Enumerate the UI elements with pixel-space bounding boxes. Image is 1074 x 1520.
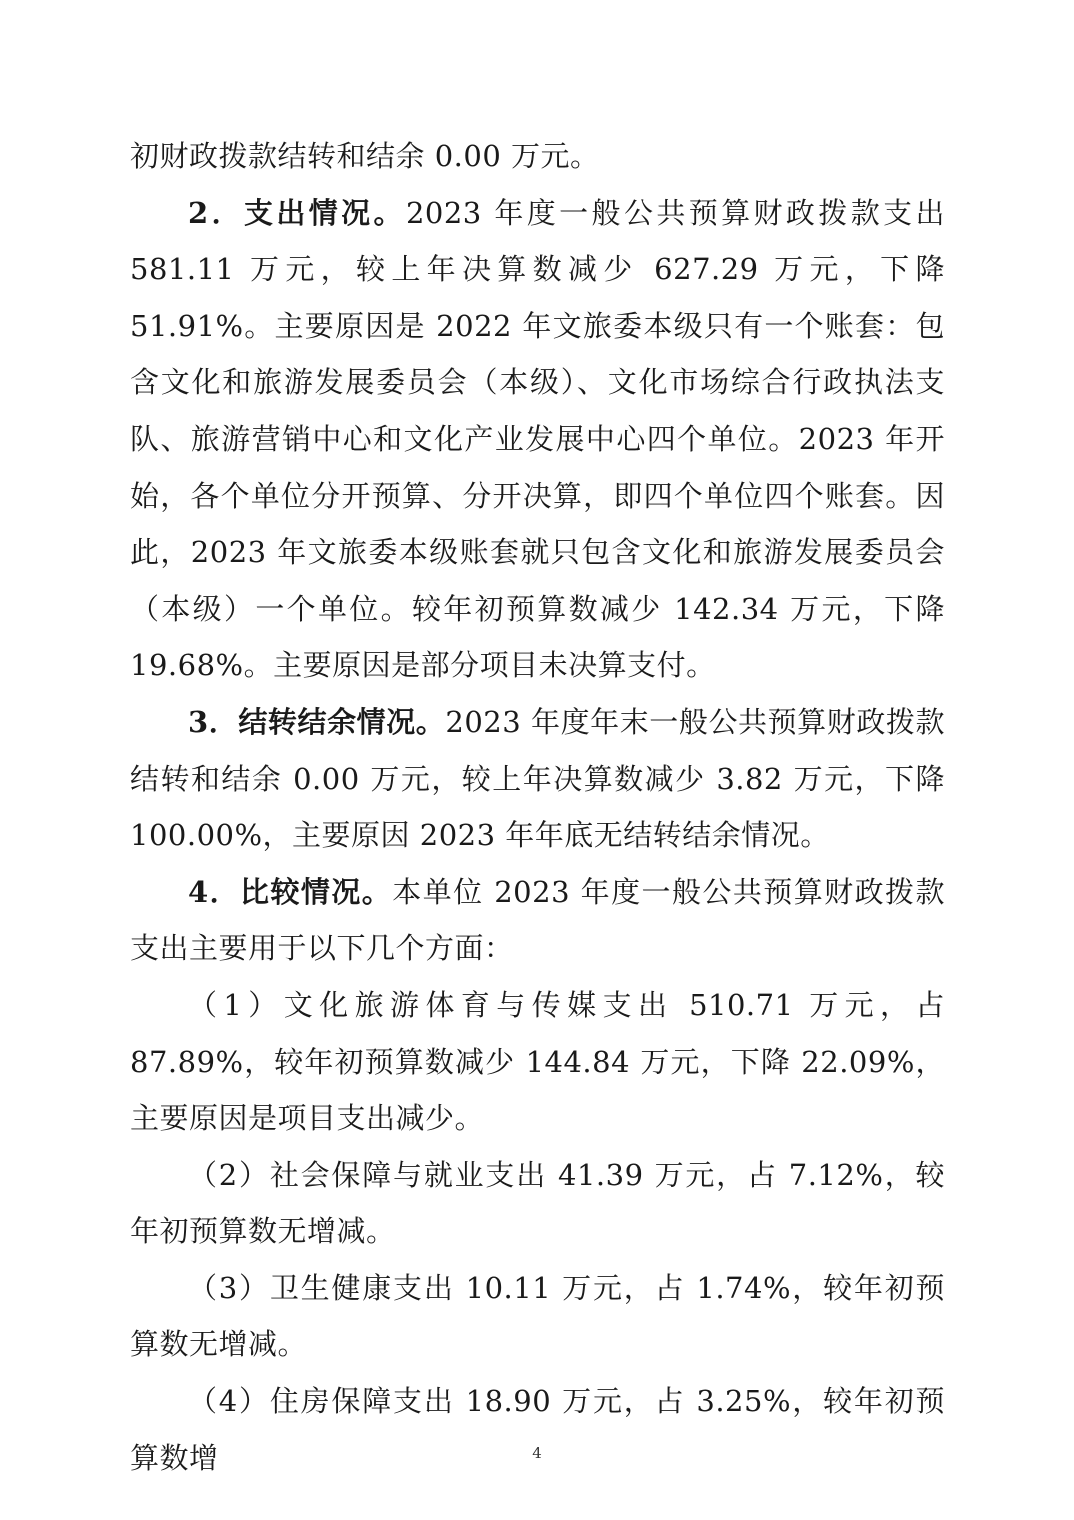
paragraph-item-health: [130, 1260, 945, 1373]
paragraph-text: 2023 年度一般公共预算财政拨款支出 581.11 万元，较上年决算数减少 627.29 万元，下降 51.91%。主要原因是 2022 年文旅委本级只有一个账套：包含文化和旅游发展委员会（本级）、文化市场综合行政执法支队、旅游营销中心和文化产业发展中心四个单位。2023 年开始，各个单位分开预算、分开决算，即四个单位四个账套。因此，2023 年文旅委本级账套就只包含文化和旅游发展委员会（本级）一个单位。较年初预算数减少 142.34 万元，下降 19.68%。主要原因是部分项目未决算支付。: [130, 195, 945, 683]
paragraph-text: 本单位 2023 年度一般公共预算财政拨款支出主要用于以下几个方面：: [130, 874, 945, 966]
section-heading: 4．比较情况。: [188, 874, 393, 909]
section-heading: 2．支出情况。: [188, 195, 406, 230]
paragraph-text: （1）文化旅游体育与传媒支出 510.71 万元，占 87.89%，较年初预算数减少 144.84 万元，下降 22.09%，主要原因是项目支出减少。: [130, 987, 945, 1136]
paragraph-text: （2）社会保障与就业支出 41.39 万元，占 7.12%，较年初预算数无增减。: [130, 1157, 945, 1249]
paragraph-carryover: [130, 128, 945, 185]
paragraph-item-housing: [130, 1373, 945, 1486]
paragraph-comparison: [130, 864, 945, 977]
section-heading: 3．结转结余情况。: [188, 704, 446, 739]
paragraph-expenditure: [130, 185, 945, 694]
paragraph-item-social-security: [130, 1147, 945, 1260]
paragraph-text: （3）卫生健康支出 10.11 万元，占 1.74%，较年初预算数无增减。: [130, 1270, 945, 1362]
paragraph-text: 初财政拨款结转和结余 0.00 万元。: [130, 139, 600, 173]
paragraph-text: 2023 年度年末一般公共预算财政拨款结转和结余 0.00 万元，较上年决算数减少 3.82 万元，下降 100.00%，主要原因 2023 年年底无结转结余情况。: [130, 704, 945, 853]
paragraph-text: （4）住房保障支出 18.90 万元，占 3.25%，较年初预算数增: [130, 1384, 945, 1475]
document-body: [130, 128, 945, 1486]
paragraph-item-culture: [130, 977, 945, 1147]
paragraph-carryover-balance: [130, 694, 945, 864]
page-number: 4: [532, 1444, 542, 1462]
